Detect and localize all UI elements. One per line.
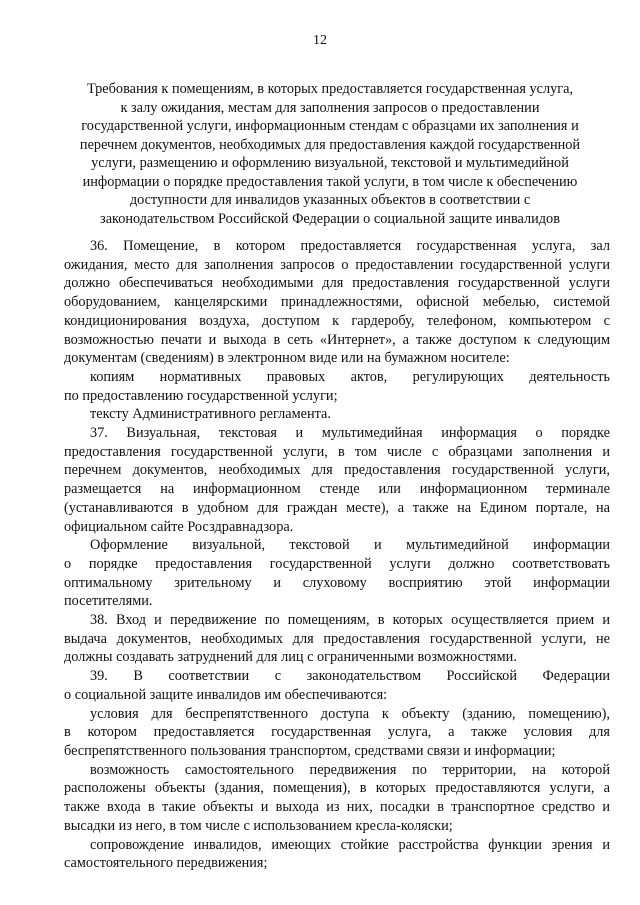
paragraph-36-line: оборудованием, канцелярскими принадлежностями, офисной мебелью, системой <box>64 294 610 311</box>
paragraph-38-line: должны создавать затруднений для лиц с ограниченными возможностями. <box>64 649 517 666</box>
heading-line: Требования к помещениям, в которых предоставляется государственная услуга, <box>86 81 574 97</box>
heading-line: информации о порядке предоставления такой услуги, в том числе к обеспечению <box>82 173 578 190</box>
heading-line: услуги, размещению и оформлению визуальной, текстовой и мультимедийной <box>91 155 569 171</box>
paragraph-line: о порядке предоставления государственной услуги должно соответствовать <box>64 555 610 572</box>
paragraph-36-line: ожидания, место для заполнения запросов о предоставлении государственной услуги <box>64 256 610 273</box>
paragraph-38-line: выдача документов, необходимых для предоставления государственной услуги, не <box>64 630 610 647</box>
heading-line: к залу ожидания, местам для заполнения запросов о предоставлении <box>120 99 540 116</box>
paragraph-37-line: размещается на информационном стенде или информационном терминале <box>64 481 610 498</box>
list-item-line: беспрепятственного пользования транспортом, средствами связи и информации; <box>64 742 556 759</box>
list-item-line: условия для беспрепятственного доступа к объекту (зданию, помещению), <box>90 705 610 722</box>
paragraph-line: Оформление визуальной, текстовой и мультимедийной информации <box>90 537 610 554</box>
paragraph-37-line: перечнем документов, необходимых для предоставления государственной услуги, <box>64 462 610 479</box>
paragraph-37-line: (устанавливаются в удобном для граждан месте), а также на Едином портале, на <box>64 499 610 516</box>
body-text <box>64 237 610 873</box>
list-item-line: высадки из него, в том числе с использованием кресла-коляски; <box>64 817 453 834</box>
paragraph-36-line: 36. Помещение, в котором предоставляется государственная услуга, зал <box>90 238 610 254</box>
page-number: 12 <box>313 33 327 48</box>
paragraph-37-line: официальном сайте Росздравнадзора. <box>64 518 294 535</box>
paragraph-39-line: 39. В соответствии с законодательством Российской Федерации <box>90 668 610 685</box>
heading-line: доступности для инвалидов указанных объектов в соответствии с <box>129 192 531 208</box>
list-item-line: по предоставлению государственной услуги; <box>64 387 338 404</box>
paragraph-38-line: 38. Вход и передвижение по помещениям, в которых осуществляется прием и <box>90 612 610 629</box>
list-item-line: также входа в такие объекты и выхода из них, посадки в транспортное средство и <box>64 799 610 816</box>
paragraph-line: оптимальному зрительному и слуховому восприятию этой информации <box>64 574 610 591</box>
section-heading <box>70 80 590 228</box>
paragraph-36-line: документам (сведениям) в электронном виде или на бумажном носителе: <box>64 350 510 367</box>
paragraph-36-line: должно обеспечиваться необходимыми для предоставления государственной услуги <box>64 275 610 292</box>
paragraph-line: посетителями. <box>64 593 153 610</box>
paragraph-36-line: кондиционирования воздуха, доступом к гардеробу, телефоном, компьютером с <box>64 312 610 329</box>
list-item-line: сопровождение инвалидов, имеющих стойкие расстройства функции зрения и <box>90 836 610 853</box>
list-item-line: расположены объекты (здания, помещения), в которых предоставляются услуги, а <box>64 780 610 797</box>
heading-line: законодательством Российской Федерации о социальной защите инвалидов <box>100 210 560 227</box>
list-item-line: тексту Административного регламента. <box>90 406 331 423</box>
paragraph-39-line: о социальной защите инвалидов им обеспечиваются: <box>64 686 388 703</box>
list-item-line: самостоятельного передвижения; <box>64 855 268 872</box>
paragraph-37-line: 37. Визуальная, текстовая и мультимедийная информация о порядке <box>90 425 610 442</box>
list-item-line: возможность самостоятельного передвижения по территории, на которой <box>90 761 610 778</box>
heading-line: государственной услуги, информационным стендам с образцами их заполнения и <box>81 118 579 134</box>
list-item-line: в котором предоставляется государственная услуга, а также условия для <box>64 724 610 741</box>
paragraph-37-line: предоставления государственной услуги, в том числе с образцами заполнения и <box>64 443 610 460</box>
list-item-line: копиям нормативных правовых актов, регулирующих деятельность <box>90 368 610 385</box>
paragraph-36-line: возможностью печати и выхода в сеть «Интернет», а также доступом к следующим <box>64 331 610 348</box>
heading-line: перечнем документов, необходимых для предоставления каждой государственной <box>79 136 581 153</box>
